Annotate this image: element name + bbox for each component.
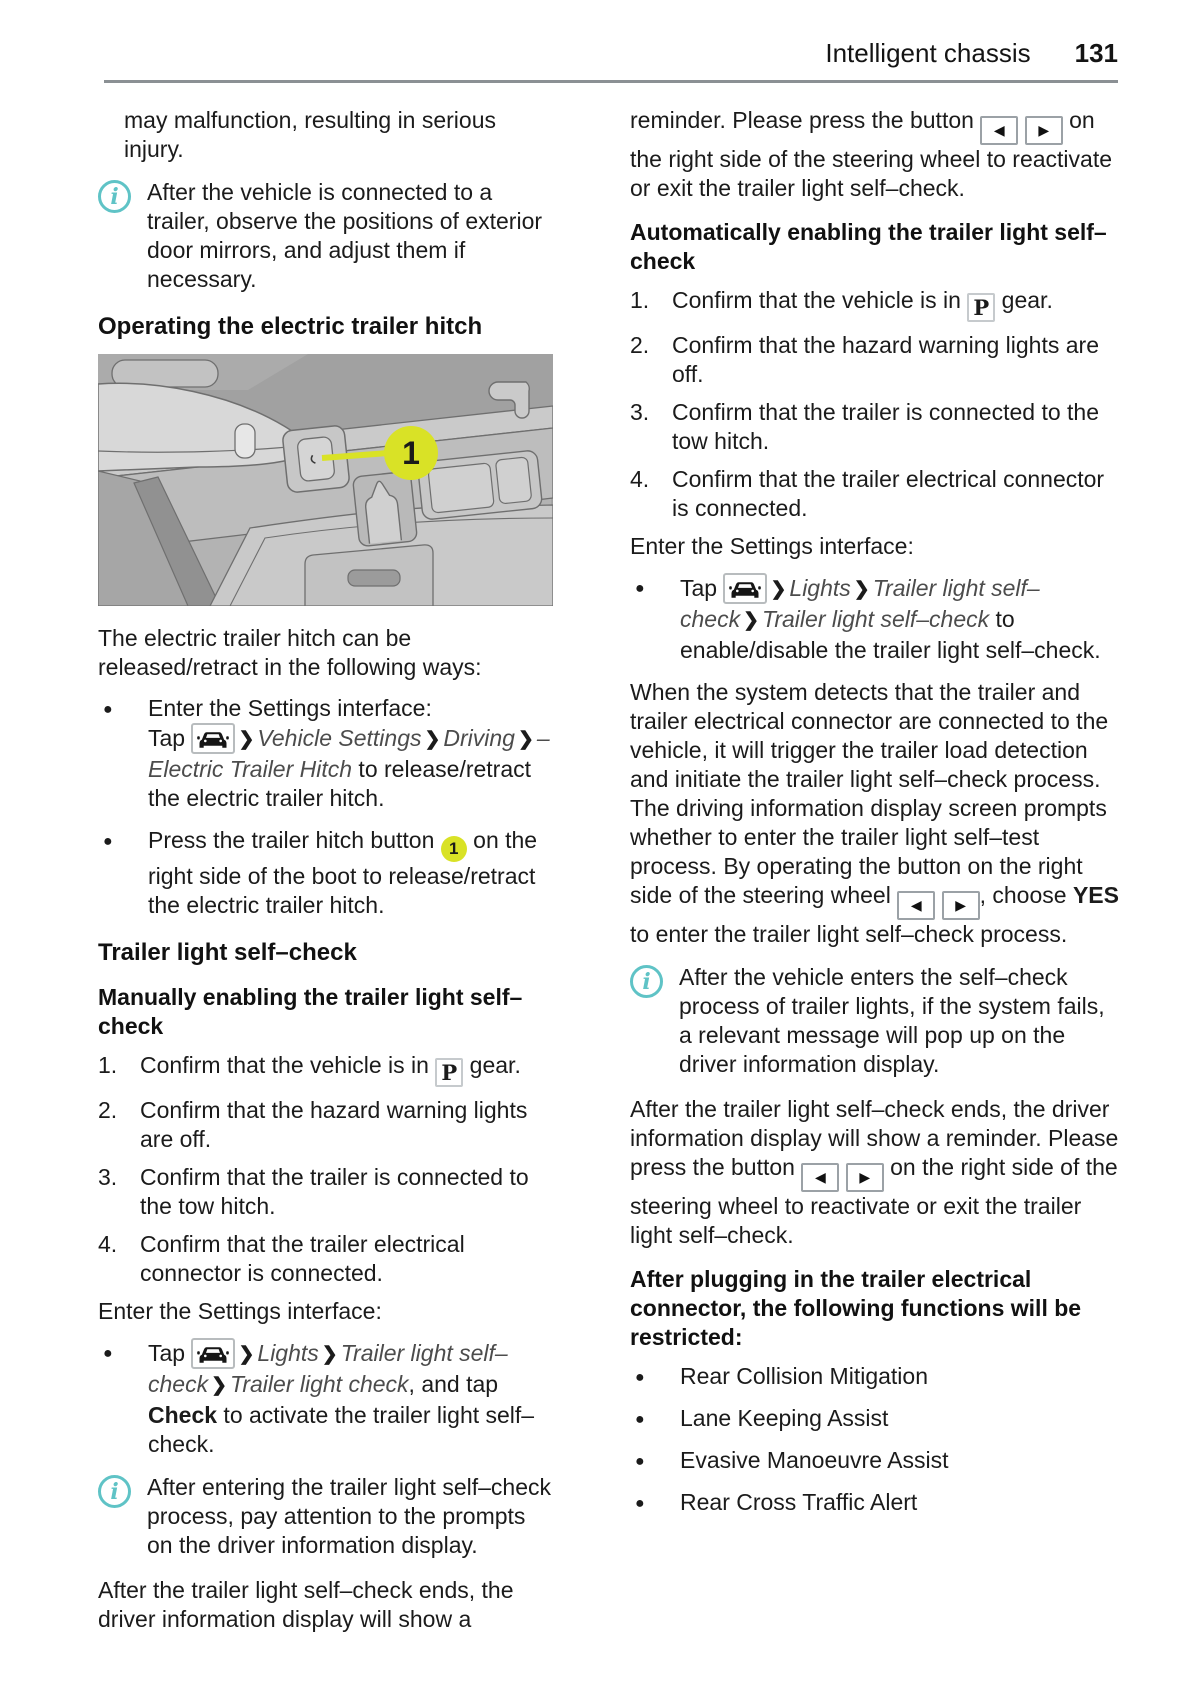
text-run: Confirm that the trailer electrical connector is connected. xyxy=(140,1231,465,1286)
list-item-number: 2. xyxy=(630,332,650,358)
list-item-text xyxy=(140,1051,553,1087)
nav-separator-icon: ❯ xyxy=(770,579,787,600)
bullet-icon: ● xyxy=(635,580,645,597)
steering-left-arrow-button-icon: ◀ xyxy=(801,1163,839,1192)
right-column xyxy=(630,106,1120,1530)
text-run: Press the trailer hitch button xyxy=(148,827,441,853)
bullet-list xyxy=(98,1338,553,1459)
text-run: , and tap xyxy=(408,1371,499,1397)
nav-separator-icon: ❯ xyxy=(211,1375,228,1396)
text-run: Lane Keeping Assist xyxy=(680,1405,889,1431)
list-item-text xyxy=(140,1163,553,1221)
bullet-icon: ● xyxy=(635,1453,645,1470)
text-run xyxy=(935,882,941,908)
text-run: Enter the Settings interface: xyxy=(148,695,432,721)
nav-path-item: Trailer light self–check xyxy=(148,1340,508,1397)
text-run: Confirm that the hazard warning lights are off. xyxy=(140,1097,528,1152)
nav-separator-icon: ❯ xyxy=(853,579,870,600)
text-run: Confirm that the vehicle is in xyxy=(672,287,968,313)
nav-separator-icon: ❯ xyxy=(321,1344,338,1365)
paragraph xyxy=(98,1576,553,1634)
park-gear-badge: P xyxy=(435,1058,463,1087)
nav-path-item: Lights xyxy=(257,1340,319,1366)
steering-right-arrow-button-icon: ▶ xyxy=(942,891,980,920)
info-icon: i xyxy=(98,180,131,213)
info-note xyxy=(98,178,553,294)
numbered-list xyxy=(630,286,1120,523)
text-run: on the right side of the boot to release/retract the electric trailer hitch. xyxy=(148,827,538,918)
info-note xyxy=(630,963,1120,1079)
list-item xyxy=(98,694,553,813)
list-item-number: 2. xyxy=(98,1097,118,1123)
list-item xyxy=(630,1404,1120,1433)
vehicle-settings-icon xyxy=(191,723,235,754)
text-run: After the vehicle enters the self–check process of trailer lights, if the system fails, a relevant message will pop up on the driver information display. xyxy=(679,964,1105,1077)
text-run xyxy=(1018,107,1024,133)
nav-path-item: – Electric Trailer Hitch xyxy=(148,725,550,782)
nav-path-item: Lights xyxy=(789,575,851,601)
nav-path-item: Driving xyxy=(443,725,515,751)
text-run: to release/retract the electric trailer hitch. xyxy=(148,756,532,811)
info-icon: i xyxy=(98,1475,131,1508)
list-item-number: 1. xyxy=(98,1052,118,1078)
page-header xyxy=(98,38,1118,69)
paragraph xyxy=(98,624,553,682)
nav-path-item: Vehicle Settings xyxy=(257,725,422,751)
nav-path-item: Trailer light check xyxy=(230,1371,409,1397)
text-run: Confirm that the vehicle is in xyxy=(140,1052,436,1078)
list-item-text xyxy=(140,1096,553,1154)
numbered-list xyxy=(98,1051,553,1288)
nav-separator-icon: ❯ xyxy=(238,729,255,750)
text-run: Confirm that the trailer is connected to the tow hitch. xyxy=(672,399,1099,454)
section-heading xyxy=(98,312,553,342)
text-run: Tap xyxy=(148,725,192,751)
steering-right-arrow-button-icon: ▶ xyxy=(1025,116,1063,145)
header-rule xyxy=(104,80,1118,83)
list-item xyxy=(630,1488,1120,1517)
bullet-list xyxy=(630,573,1120,665)
vehicle-settings-icon xyxy=(723,573,767,604)
text-run: After the vehicle is connected to a trailer, observe the positions of exterior door mirrors, and adjust them if necessary. xyxy=(147,179,543,292)
text-run: After plugging in the trailer electrical connector, the following functions will be restricted: xyxy=(630,1266,1082,1350)
text-run: Trailer light self–check xyxy=(98,939,357,966)
bold-run: YES xyxy=(1072,882,1119,908)
text-run: Confirm that the hazard warning lights are off. xyxy=(672,332,1099,387)
steering-left-arrow-button-icon: ◀ xyxy=(980,116,1018,145)
text-run: Operating the electric trailer hitch xyxy=(98,313,483,340)
text-run: gear. xyxy=(995,287,1053,313)
steering-right-arrow-button-icon: ▶ xyxy=(846,1163,884,1192)
left-column xyxy=(98,106,553,1646)
list-item-text xyxy=(672,286,1120,322)
info-note xyxy=(98,1473,553,1560)
list-item-text xyxy=(672,331,1120,389)
text-run: Enter the Settings interface: xyxy=(630,533,914,559)
boot-trailer-hitch-figure xyxy=(98,354,553,606)
text-run: Rear Collision Mitigation xyxy=(680,1363,928,1389)
info-icon: i xyxy=(630,965,663,998)
text-run: on the right side of the steering wheel to reactivate or exit the trailer light self–check. xyxy=(630,107,1113,201)
text-run: Evasive Manoeuvre Assist xyxy=(680,1447,949,1473)
vehicle-settings-icon xyxy=(191,1338,235,1369)
list-item xyxy=(98,826,553,920)
text-run: Rear Cross Traffic Alert xyxy=(680,1489,918,1515)
info-note-text xyxy=(147,178,553,294)
list-item-text xyxy=(140,1230,553,1288)
numbered-list-item xyxy=(98,1051,553,1087)
text-run: After the trailer light self–check ends, the driver information display will show a reminder. Please press the button xyxy=(630,1096,1119,1180)
bullet-icon: ● xyxy=(635,1411,645,1428)
text-run: may malfunction, resulting in serious injury. xyxy=(124,107,496,162)
list-item xyxy=(630,573,1120,665)
list-item-text xyxy=(672,398,1120,456)
nav-separator-icon: ❯ xyxy=(743,610,760,631)
info-note-text xyxy=(679,963,1120,1079)
text-run: , choose xyxy=(979,882,1073,908)
boot-illustration xyxy=(98,354,553,606)
text-run: After the trailer light self–check ends, the driver information display will show a xyxy=(98,1577,514,1632)
text-run: The electric trailer hitch can be released/retract in the following ways: xyxy=(98,625,482,680)
text-run: reminder. Please press the button xyxy=(630,107,981,133)
list-item-number: 3. xyxy=(98,1164,118,1190)
text-run: Tap xyxy=(148,1340,192,1366)
bold-run: Check xyxy=(148,1402,218,1428)
text-run: Confirm that the trailer is connected to the tow hitch. xyxy=(140,1164,529,1219)
text-run: Tap xyxy=(680,575,724,601)
bullet-list xyxy=(630,1362,1120,1517)
list-item-number: 1. xyxy=(630,287,650,313)
text-run: to activate the trailer light self–check. xyxy=(148,1402,535,1457)
paragraph xyxy=(630,678,1120,949)
text-run: on the right side of the steering wheel to reactivate or exit the trailer light self–check. xyxy=(630,1154,1118,1248)
numbered-list-item xyxy=(630,398,1120,456)
page-number: 131 xyxy=(1074,38,1118,68)
subsection-heading xyxy=(630,218,1120,276)
nav-path-item: Trailer light self–check xyxy=(762,606,990,632)
callout-1-badge: 1 xyxy=(441,836,467,862)
subsection-heading xyxy=(98,983,553,1041)
text-run: to enable/disable the trailer light self–check. xyxy=(680,606,1101,663)
running-header-title: Intelligent chassis xyxy=(825,38,1031,68)
list-item xyxy=(630,1446,1120,1475)
nav-path-item: Trailer light self–check xyxy=(680,575,1040,632)
paragraph xyxy=(630,532,1120,561)
list-item xyxy=(98,1338,553,1459)
text-run: gear. xyxy=(463,1052,521,1078)
text-run: After entering the trailer light self–check process, pay attention to the prompts on the driver information display. xyxy=(147,1474,551,1558)
info-note-text xyxy=(147,1473,553,1560)
bullet-icon: ● xyxy=(103,1345,113,1362)
text-run: Automatically enabling the trailer light self–check xyxy=(630,219,1107,274)
text-run xyxy=(839,1154,845,1180)
numbered-list-item xyxy=(98,1096,553,1154)
nav-separator-icon: ❯ xyxy=(238,1344,255,1365)
numbered-list-item xyxy=(98,1163,553,1221)
list-item-text xyxy=(672,465,1120,523)
numbered-list-item xyxy=(630,331,1120,389)
section-heading xyxy=(98,938,553,968)
list-item-number: 4. xyxy=(630,466,650,492)
subsection-heading xyxy=(630,1265,1120,1352)
list-item xyxy=(630,1362,1120,1391)
text-run: When the system detects that the trailer and trailer electrical connector are connected to the vehicle, it will trigger the trailer load detection and initiate the trailer light self–check process. The driving information display screen prompts whether to enter the trailer light self–test process. By operating the button on the right side of the steering wheel xyxy=(630,679,1109,908)
bullet-icon: ● xyxy=(635,1495,645,1512)
numbered-list-item xyxy=(630,286,1120,322)
nav-separator-icon: ❯ xyxy=(517,729,534,750)
text-run: Confirm that the trailer electrical connector is connected. xyxy=(672,466,1105,521)
steering-left-arrow-button-icon: ◀ xyxy=(897,891,935,920)
list-item-number: 3. xyxy=(630,399,650,425)
bullet-icon: ● xyxy=(635,1369,645,1386)
bullet-icon: ● xyxy=(103,701,113,718)
paragraph xyxy=(98,106,553,164)
text-run: to enter the trailer light self–check process. xyxy=(630,921,1068,947)
text-run: Enter the Settings interface: xyxy=(98,1298,382,1324)
park-gear-badge: P xyxy=(967,293,995,322)
paragraph xyxy=(630,1095,1120,1250)
nav-separator-icon: ❯ xyxy=(424,729,441,750)
figure-callout-1: 1 xyxy=(402,435,420,471)
text-run: Manually enabling the trailer light self–check xyxy=(98,984,523,1039)
bullet-list xyxy=(98,694,553,920)
list-item-number: 4. xyxy=(98,1231,118,1257)
numbered-list-item xyxy=(630,465,1120,523)
numbered-list-item xyxy=(98,1230,553,1288)
paragraph xyxy=(98,1297,553,1326)
bullet-icon: ● xyxy=(103,833,113,850)
paragraph xyxy=(630,106,1120,203)
